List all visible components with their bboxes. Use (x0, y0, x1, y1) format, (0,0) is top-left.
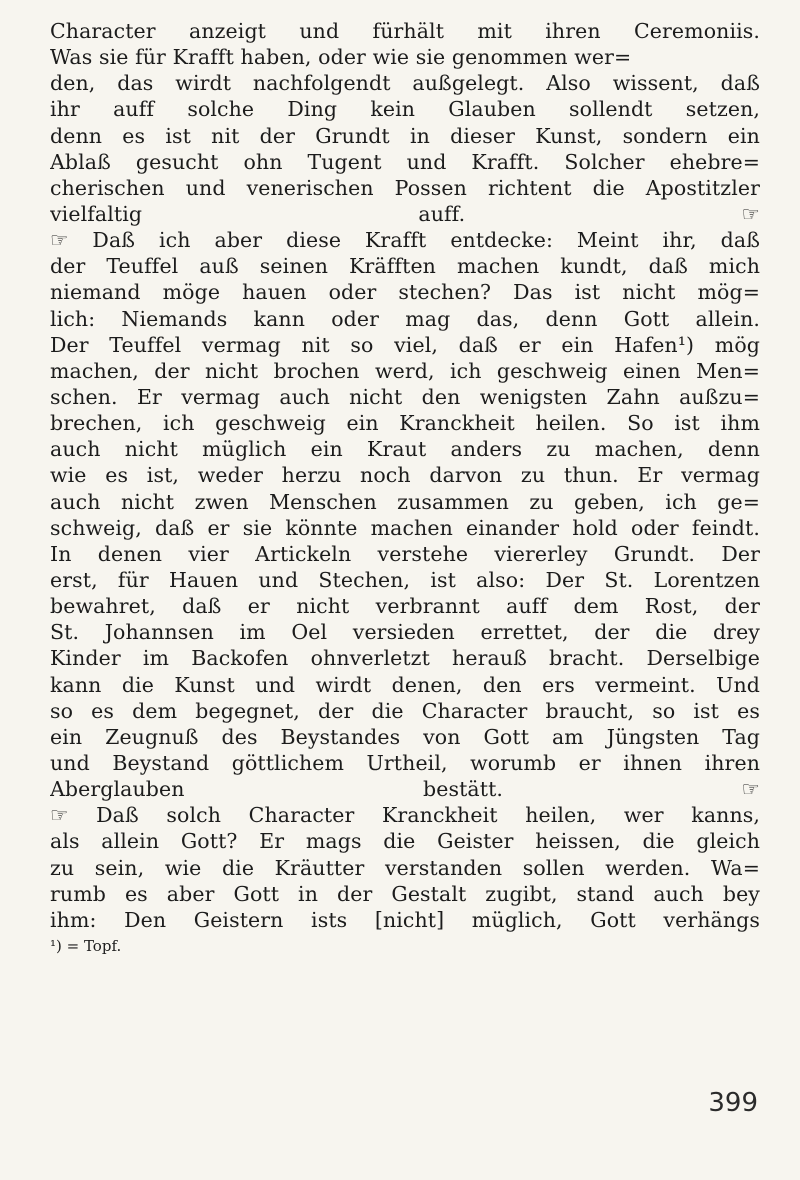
text-line: St. Johannsen im Oel versieden errettet, der die drey (50, 620, 760, 645)
text-line: rumb es aber Gott in der Gestalt zugibt, stand auch bey (50, 881, 760, 906)
text-line: Kinder im Backofen ohnverletzt herauß bracht. Derselbige (50, 646, 760, 671)
text-line: vielfaltig auff. ☞ (50, 201, 760, 226)
text-line: ☞ Daß ich aber diese Krafft entdecke: Meint ihr, daß (50, 228, 760, 253)
text-line: schen. Er vermag auch nicht den wenigsten Zahn außzu= (50, 384, 760, 409)
text-line: ihr auff solche Ding kein Glauben sollendt setzen, (50, 97, 760, 122)
text-line: schweig, daß er sie könnte machen einander hold oder feindt. (50, 515, 760, 540)
text-line: auch nicht zwen Menschen zusammen zu geben, ich ge= (50, 489, 760, 514)
text-line: der Teuffel auß seinen Kräfften machen kundt, daß mich (50, 254, 760, 279)
text-line: denn es ist nit der Grundt in dieser Kunst, sondern ein (50, 123, 760, 148)
text-line: erst, für Hauen und Stechen, ist also: Der St. Lorentzen (50, 567, 760, 592)
footnote: ¹) = Topf. (50, 936, 122, 955)
text-line: Ablaß gesucht ohn Tugent und Krafft. Solcher ehebre= (50, 149, 760, 174)
text-line: bewahret, daß er nicht verbrannt auff dem Rost, der (50, 594, 760, 619)
text-line: zu sein, wie die Kräutter verstanden sollen werden. Wa= (50, 855, 760, 880)
text-line: wie es ist, weder herzu noch darvon zu thun. Er vermag (50, 463, 760, 488)
text-line: den, das wirdt nachfolgendt außgelegt. Also wissent, daß (50, 71, 760, 96)
text-line: ☞ Daß solch Character Kranckheit heilen, wer kanns, (50, 803, 760, 828)
text-line: Der Teuffel vermag nit so viel, daß er ein Hafen¹) mög (50, 332, 760, 357)
text-line: kann die Kunst und wirdt denen, den ers vermeint. Und (50, 672, 760, 697)
text-line: so es dem begegnet, der die Character braucht, so ist es (50, 698, 760, 723)
text-line: ein Zeugnuß des Beystandes von Gott am Jüngsten Tag (50, 724, 760, 749)
text-line: niemand möge hauen oder stechen? Das ist nicht mög= (50, 280, 760, 305)
page-number: 399 (708, 1088, 758, 1118)
body-text (50, 18, 760, 933)
text-line: ihm: Den Geistern ists [nicht] müglich, Gott verhängs (50, 907, 760, 932)
text-line: brechen, ich geschweig ein Kranckheit heilen. So ist ihm (50, 411, 760, 436)
text-line: cherischen und venerischen Possen richtent die Apostitzler (50, 175, 760, 200)
text-line: lich: Niemands kann oder mag das, denn Gott allein. (50, 306, 760, 331)
text-line: Was sie für Krafft haben, oder wie sie genommen wer= (50, 45, 632, 70)
text-line: als allein Gott? Er mags die Geister heissen, die gleich (50, 829, 760, 854)
text-line: machen, der nicht brochen werd, ich geschweig einen Men= (50, 358, 760, 383)
text-line: Character anzeigt und fürhält mit ihren Ceremoniis. (50, 19, 760, 43)
text-line: auch nicht müglich ein Kraut anders zu machen, denn (50, 437, 760, 462)
text-line: Aberglauben bestätt. ☞ (50, 777, 760, 802)
text-line: In denen vier Artickeln verstehe viererley Grundt. Der (50, 541, 760, 566)
text-line: und Beystand göttlichem Urtheil, worumb er ihnen ihren (50, 750, 760, 775)
